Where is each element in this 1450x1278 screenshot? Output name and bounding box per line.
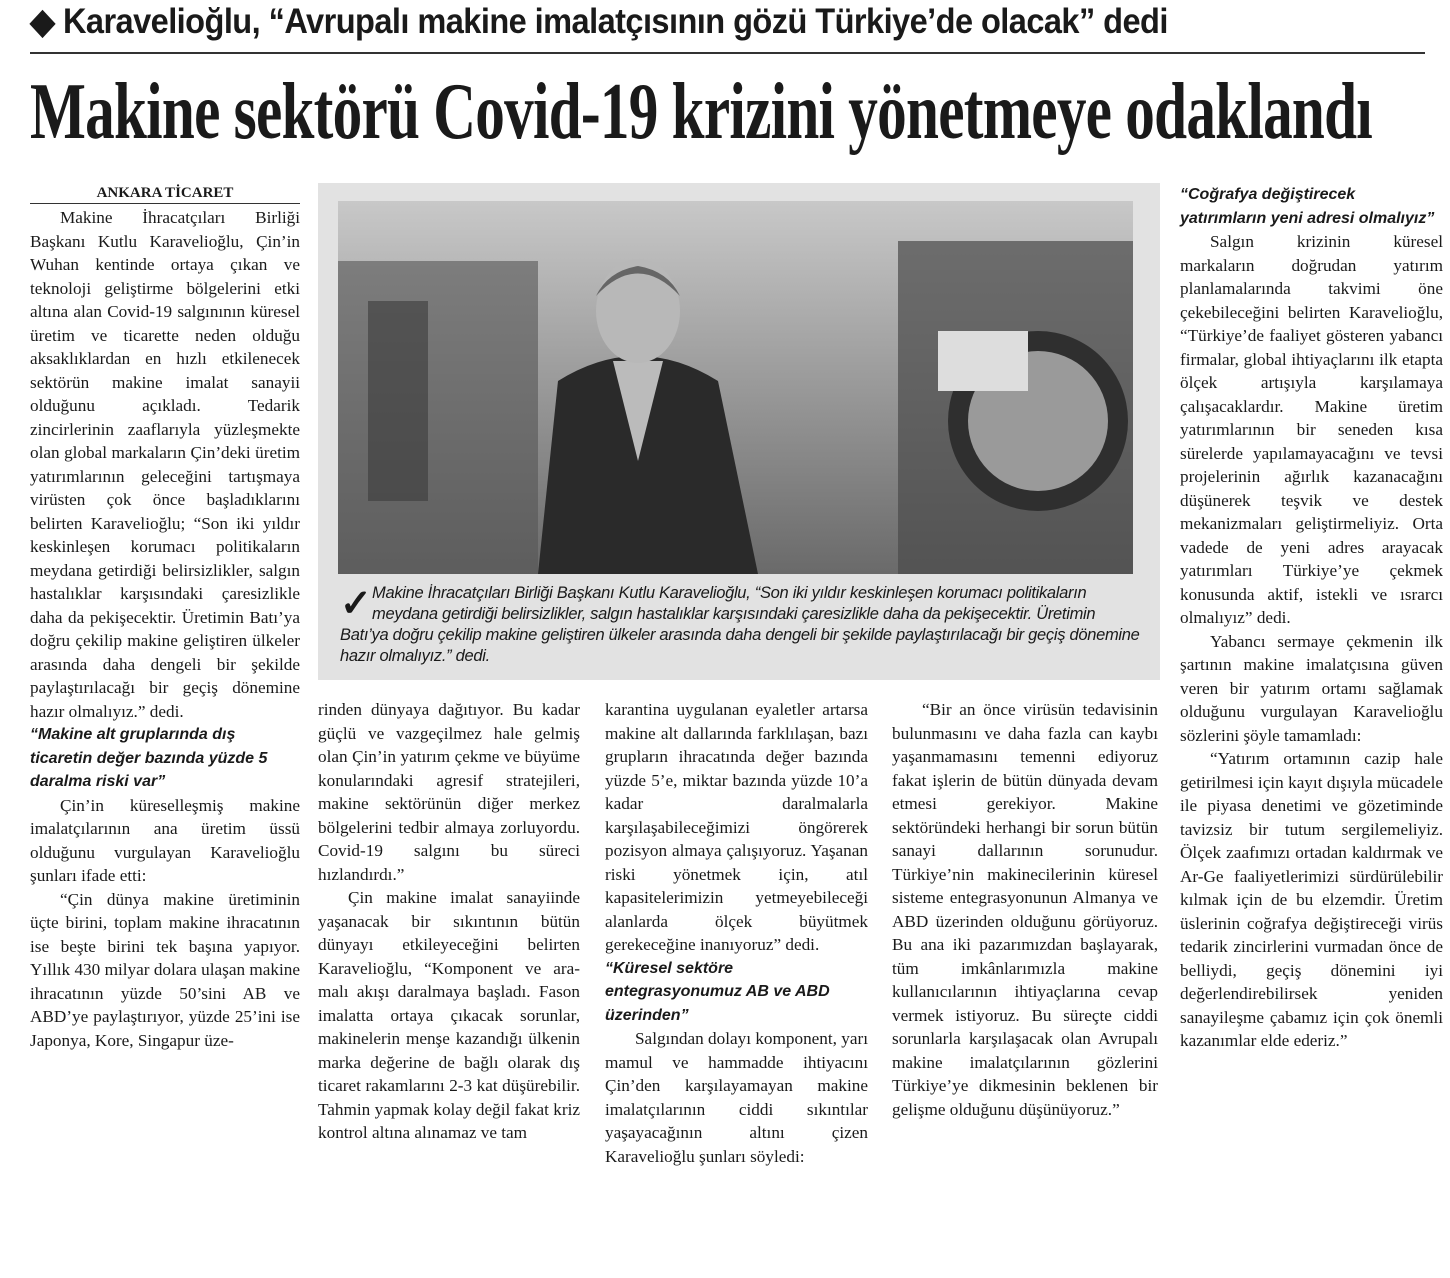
- page-title: Makine sektörü Covid-19 krizini yönetmeye odaklandı: [30, 68, 1373, 156]
- subheading: “Makine alt gruplarında dış ticaretin değer bazında yüzde 5 daralma riski var”: [30, 726, 268, 790]
- kicker-headline: ◆ Karavelioğlu, “Avrupalı makine imalatçısının gözü Türkiye’de olacak” dedi: [30, 2, 1168, 41]
- subheading: “Küresel sektöre entegrasyonumuz AB ve ABD üzerinden”: [605, 959, 830, 1024]
- paragraph: “Yatırım ortamının cazip hale getirilmesi için kayıt dışıyla mücadele ile piyasa denetimi ve gözetiminde tavizsiz bir tutum sergilemeliyiz. Ölçek zaafımızı ortadan kaldırmak ve Ar-Ge faaliyetlerimizi sürdürülebilir kılmak için de bu elzemdir. Üretim üslerinin coğrafya değiştireceği virüs tedarik zincirlerini vurmadan önce de belliydi, geçiş dönemini iyi değerlendirebilirsek yeniden sanayileşme çabamız için çok önemli kazanımlar elde ederiz.”: [1180, 749, 1443, 1050]
- factory-portrait-image: [338, 201, 1133, 574]
- paragraph: karantina uygulanan eyaletler artarsa makine alt dallarında farklılaşan, bazı grupların ihracatında değer bazında yüzde 5’e, miktar bazında yüzde 10’a kadar daralmalarla karşılaşabileceğimizi öngörerek pozisyon almaya çalışıyoruz. Yaşanan riski yönetmek için, atıl kapasitelerimizin yetmeyebileceği alanlarda ölçek büyütmek gerekeceğine inanıyoruz” dedi.: [605, 700, 868, 954]
- photo-caption: [340, 583, 1140, 667]
- column-3: [605, 698, 868, 1168]
- paragraph: “Çin dünya makine üretiminin üçte birini, toplam makine ihracatının ise beşte birini tek başına yapıyor. Yıllık 430 milyar dolara ulaşan makine ihracatının yüzde 50’sini AB ve ABD’ye paylaştırıyor, yüzde 25’ini ise Japonya, Kore, Singapur üze-: [30, 889, 300, 1050]
- portrait-photo: [338, 201, 1133, 574]
- column-2: [318, 698, 580, 1145]
- paragraph: Çin makine imalat sanayiinde yaşanacak bir sıkıntının bütün dünyayı etkileyeceğini belirten Karavelioğlu, “Komponent ve ara-malı akışı daralmaya başladı. Fason imalatta ortaya çıkacak sorunlar, makinelerin menşe kazandığı ülkenin marka değerine de bağlı olarak dış ticaret rakamlarını 2-3 kat düşürebilir. Tahmin yapmak kolay değil fakat kriz kontrol altına alınamaz ve tam: [318, 888, 580, 1142]
- paragraph: “Bir an önce virüsün tedavisinin bulunmasını ve daha fazla can kaybı yaşanmamasını temenni ediyoruz fakat işlerin de bütün dünyada devam etmesi gerekiyor. Makine sektöründeki herhangi bir sorun bütün sanayi dallarının sorunudur. Türkiye’nin makinecilerinin küresel sisteme entegrasyonunun Almanya ve ABD üzerinden olduğunu görüyoruz. Bu ana iki pazarımızdan başlayarak, tüm imkânlarımızla makine kullanıcılarının ihtiyaçlarına cevap vermek istiyoruz. Bu süreçte ciddi sorunlarla karşılaşacak olan Avrupalı makine imalatçılarının gözlerini Türkiye’ye dikmesinin beklenen bir gelişme olduğunu düşünüyoruz.”: [892, 700, 1158, 1119]
- paragraph: rinden dünyaya dağıtıyor. Bu kadar güçlü ve vazgeçilmez hale gelmiş olan Çin’in yatırım çekme ve büyüme konularındaki agresif stratejileri, makine sektörünün diğer merkez bölgelerini tedbir almaya zorluyordu. Covid-19 salgını bu süreci hızlandırdı.”: [318, 700, 580, 884]
- paragraph: Makine İhracatçıları Birliği Başkanı Kutlu Karavelioğlu, Çin’in Wuhan kentinde ortaya çıkan ve teknoloji geliştirme bölgelerini etki altına alan Covid-19 salgınının küresel üretim ve ticarette neden olduğu aksaklıklardan en hızlı etkilenecek sektörün makine imalat sanayii olduğunu açıkladı. Tedarik zincirlerinin zaaflarıyla yüzleşmekte olan global markaların Çin’deki üretim yatırımlarının geleceğini tartışmaya virüsten çok önce başladıklarını belirten Karavelioğlu; “Son iki yıldır keskinleşen korumacı politikaların meydana getirdiği belirsizlikler, salgın hastalıklar karşısındaki çaresizlikle daha da pekişecektir. Üretimin Batı’ya doğru çekilip makine geliştiren ülkeler arasında daha dengeli bir şekilde paylaştırılacağı bir geçiş dönemine hazır olmalıyız.” dedi.: [30, 208, 300, 721]
- column-1: [30, 183, 300, 1052]
- paragraph: Salgından dolayı komponent, yarı mamul ve hammadde ihtiyacını Çin’den karşılayamayan makine imalatçılarının ciddi sıkıntılar yaşayacağının altını çizen Karavelioğlu şunları söyledi:: [605, 1029, 868, 1166]
- column-5: [1180, 183, 1443, 1053]
- paragraph: Salgın krizinin küresel markaların doğrudan yatırım planlamalarında takvimi öne çekebileceğini belirten Karavelioğlu, “Türkiye’de faaliyet gösteren yabancı firmalar, global ihtiyaçlarını ilk etapta ölçek artışıyla karşılamaya çalışacaklardır. Makine üretim yatırımlarının bir seneden kısa sürelerde yapılamayacağını ve tevsi projelerinin ağırlık kazanacağını düşünerek teşvik ve destek mekanizmaları geliştirmeliyiz. Orta vadede de yeni adres arayacak yatırımları Türkiye’ye çekmek konusunda aktif, istekli ve ısrarcı olmalıyız” dedi.: [1180, 232, 1443, 627]
- divider: [30, 52, 1425, 54]
- checkmark-icon: ✓: [340, 583, 372, 625]
- paragraph: Çin’in küreselleşmiş makine imalatçılarının ana üretim üssü olduğunu vurgulayan Karavelioğlu şunları ifade etti:: [30, 795, 300, 885]
- photo-box: [318, 183, 1160, 680]
- caption-text: Makine İhracatçıları Birliği Başkanı Kutlu Karavelioğlu, “Son iki yıldır keskinleşen korumacı politikaların meydana getirdiği belirsizlikler, salgın hastalıklar karşısındaki çaresizlikle daha da pekişecektir. Üretimin Batı’ya doğru çekilip makine geliştiren ülkeler arasında daha dengeli bir şekilde paylaştırılacağı bir geçiş dönemine hazır olmalıyız.” dedi.: [340, 584, 1140, 665]
- column-4: [892, 698, 1158, 1121]
- byline: ANKARA TİCARET: [30, 183, 300, 204]
- subheading: “Coğrafya değiştirecek yatırımların yeni adresi olmalıyız”: [1180, 186, 1435, 227]
- paragraph: Yabancı sermaye çekmenin ilk şartının makine imalatçısına güven veren bir yatırım ortamı sağlamak olduğunu vurgulayan Karavelioğlu sözlerini şöyle tamamladı:: [1180, 631, 1443, 745]
